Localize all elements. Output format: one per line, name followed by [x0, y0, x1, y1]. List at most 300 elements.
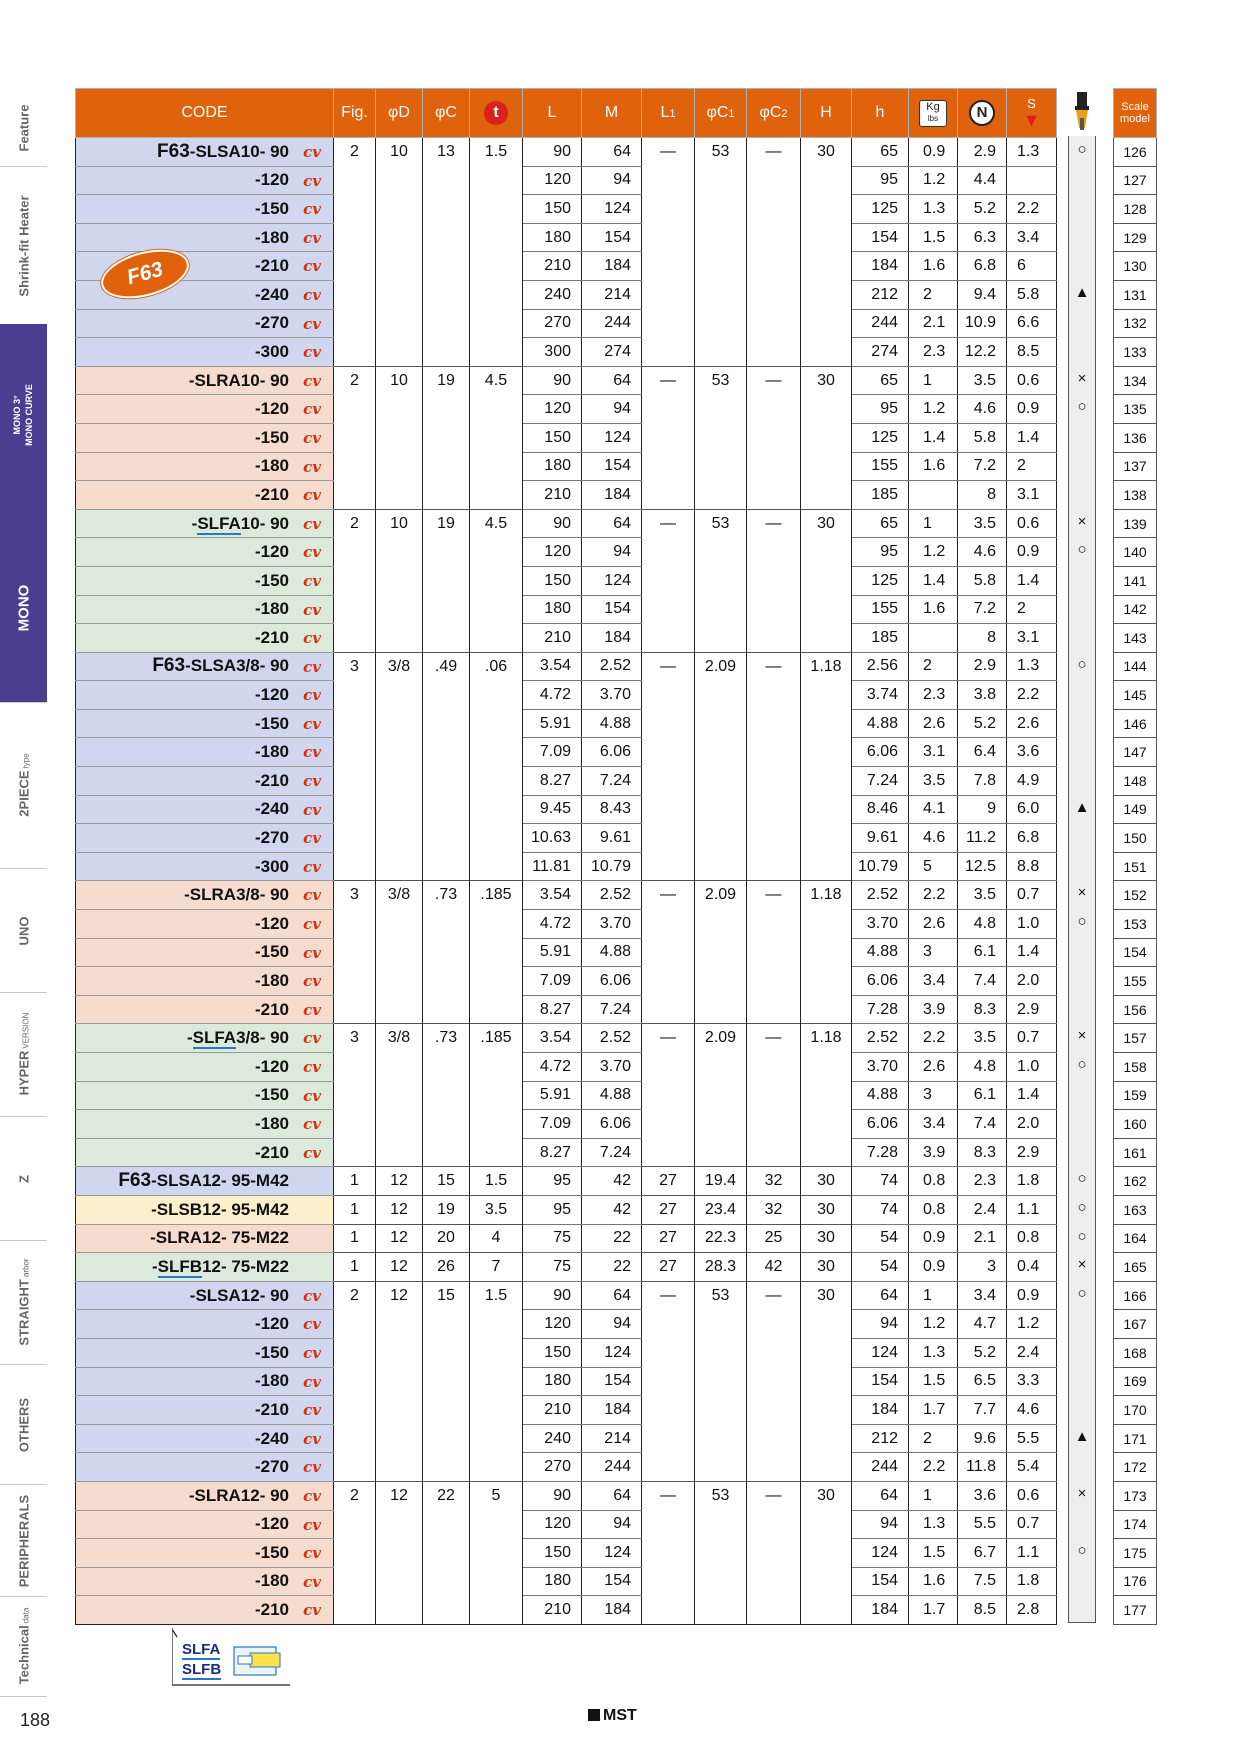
- cell-c2: —: [747, 1281, 801, 1310]
- cell-c2: [747, 1510, 801, 1539]
- cell-l1: [642, 309, 695, 338]
- table-row: [76, 423, 1057, 452]
- usage-symbol: ▲: [1068, 279, 1096, 308]
- table-row: [76, 1053, 1057, 1082]
- cell-h: 30: [801, 1481, 852, 1510]
- header-l1: L1: [642, 89, 695, 138]
- cell-c1: [695, 395, 747, 424]
- cell-l: 4.72: [523, 1053, 582, 1082]
- cell-c1: 2.09: [695, 881, 747, 910]
- code-cell: -270 cv: [76, 1453, 334, 1482]
- cell-c1: [695, 223, 747, 252]
- cell-c2: [747, 1338, 801, 1367]
- cv-mark: cv: [303, 1401, 321, 1420]
- table-row: [76, 566, 1057, 595]
- cv-mark: cv: [303, 1143, 321, 1162]
- cell-h: 9.61: [852, 824, 909, 853]
- cell-l: 8.27: [523, 1138, 582, 1167]
- usage-symbol: [1068, 165, 1096, 194]
- cell-d: [376, 595, 423, 624]
- cell-n: 9.4: [958, 280, 1007, 309]
- cell-fig: [334, 1367, 376, 1396]
- cell-l: 4.72: [523, 910, 582, 939]
- cell-l1: [642, 538, 695, 567]
- cell-d: [376, 681, 423, 710]
- cell-c: [423, 1338, 470, 1367]
- code-cell: -300 cv: [76, 852, 334, 881]
- cell-m: 64: [582, 509, 642, 538]
- cell-s: 1.3: [1007, 652, 1057, 681]
- cell-c: .73: [423, 881, 470, 910]
- cell-l: 90: [523, 366, 582, 395]
- cell-fig: [334, 1596, 376, 1625]
- cell-fig: [334, 481, 376, 510]
- scale-model-cell: 129: [1114, 223, 1157, 252]
- usage-symbol: [1068, 679, 1096, 708]
- sidebar-tab-extra: MONO CURVE: [24, 383, 34, 446]
- usage-symbol: ×: [1068, 365, 1096, 394]
- cell-c1: 53: [695, 1481, 747, 1510]
- cv-mark: cv: [303, 714, 321, 733]
- cell-h: 154: [852, 223, 909, 252]
- slfa-label: SLFA: [182, 1641, 221, 1658]
- sidebar-tab[interactable]: [0, 324, 47, 703]
- cell-m: 42: [582, 1167, 642, 1196]
- cell-d: [376, 1539, 423, 1568]
- cell-h: [801, 1138, 852, 1167]
- cell-h: [801, 223, 852, 252]
- cell-s: 6: [1007, 252, 1057, 281]
- cv-mark: cv: [303, 400, 321, 419]
- sidebar-tab[interactable]: [0, 702, 47, 869]
- cell-h: 7.28: [852, 1138, 909, 1167]
- cell-h: [801, 910, 852, 939]
- cell-t: [470, 166, 523, 195]
- sidebar-tab[interactable]: [0, 1240, 47, 1365]
- cell-c: [423, 1367, 470, 1396]
- cell-d: [376, 1367, 423, 1396]
- table-row: [76, 767, 1057, 796]
- cell-h: 125: [852, 566, 909, 595]
- header-n: [958, 89, 1007, 138]
- cell-h: 154: [852, 1567, 909, 1596]
- cell-kg: 1.6: [909, 452, 958, 481]
- cell-h: 94: [852, 1310, 909, 1339]
- cell-h: 30: [801, 1253, 852, 1282]
- code-cell: -SLSB12- 95-M42: [76, 1195, 334, 1224]
- table-row: [76, 195, 1057, 224]
- sidebar-tab-label: 2PIECEtype: [16, 753, 31, 817]
- cell-c1: [695, 1424, 747, 1453]
- cell-m: 154: [582, 1367, 642, 1396]
- sidebar-tab[interactable]: [0, 88, 47, 167]
- cell-h: 4.88: [852, 938, 909, 967]
- cv-mark: cv: [303, 886, 321, 905]
- cell-c: [423, 1053, 470, 1082]
- cell-l: 10.63: [523, 824, 582, 853]
- cell-c: [423, 166, 470, 195]
- scale-model-cell: 131: [1114, 280, 1157, 309]
- cell-c: [423, 1596, 470, 1625]
- cell-d: [376, 1596, 423, 1625]
- cell-s: 0.7: [1007, 881, 1057, 910]
- cell-t: [470, 223, 523, 252]
- cell-c: [423, 852, 470, 881]
- cell-c2: [747, 910, 801, 939]
- cell-h: 3.70: [852, 910, 909, 939]
- cv-mark: cv: [303, 943, 321, 962]
- code-cell: F63-SLSA3/8- 90 cv: [76, 652, 334, 681]
- cv-mark: cv: [303, 571, 321, 590]
- spec-table: [75, 88, 1057, 1625]
- usage-symbol: [1068, 336, 1096, 365]
- sidebar-tab[interactable]: [0, 166, 47, 325]
- cell-h: [801, 681, 852, 710]
- sidebar-tab[interactable]: [0, 1116, 47, 1241]
- cell-c1: [695, 1138, 747, 1167]
- cell-h: [801, 1424, 852, 1453]
- cell-c2: [747, 1596, 801, 1625]
- usage-symbol: [1068, 451, 1096, 480]
- cell-c1: [695, 1053, 747, 1082]
- sidebar-tab[interactable]: [0, 1596, 47, 1697]
- cell-h: 2.56: [852, 652, 909, 681]
- cell-n: 8.3: [958, 1138, 1007, 1167]
- cell-d: [376, 1110, 423, 1139]
- cell-l: 150: [523, 423, 582, 452]
- cell-c: [423, 395, 470, 424]
- cell-fig: [334, 1424, 376, 1453]
- cell-l: 11.81: [523, 852, 582, 881]
- cell-c: [423, 1110, 470, 1139]
- cell-h: [801, 1539, 852, 1568]
- code-cell: -180 cv: [76, 595, 334, 624]
- usage-symbol: ○: [1068, 536, 1096, 565]
- scale-model-cell: 127: [1114, 166, 1157, 195]
- cell-fig: [334, 738, 376, 767]
- cell-n: 5.8: [958, 566, 1007, 595]
- sidebar-tab[interactable]: [0, 1484, 47, 1597]
- code-cell: F63-SLSA12- 95-M42: [76, 1167, 334, 1196]
- cell-kg: 3.4: [909, 967, 958, 996]
- scale-model-cell: 170: [1114, 1396, 1157, 1425]
- cell-m: 184: [582, 481, 642, 510]
- cell-d: [376, 1338, 423, 1367]
- usage-symbol: ▲: [1068, 1423, 1096, 1452]
- cv-mark: cv: [303, 1515, 321, 1534]
- cell-h: 3.70: [852, 1053, 909, 1082]
- cell-c1: [695, 280, 747, 309]
- cell-d: [376, 280, 423, 309]
- cell-h: [801, 1596, 852, 1625]
- cell-c: [423, 1424, 470, 1453]
- cell-d: [376, 338, 423, 367]
- cell-l1: [642, 280, 695, 309]
- cell-c: [423, 795, 470, 824]
- cell-l1: [642, 767, 695, 796]
- cell-kg: 2.2: [909, 1024, 958, 1053]
- cell-n: 4.6: [958, 538, 1007, 567]
- scale-model-cell: 162: [1114, 1167, 1157, 1196]
- scale-model-cell: 141: [1114, 566, 1157, 595]
- cell-l1: [642, 852, 695, 881]
- cell-h: [801, 1310, 852, 1339]
- usage-symbol: ×: [1068, 1480, 1096, 1509]
- cell-c1: [695, 681, 747, 710]
- cell-m: 64: [582, 1281, 642, 1310]
- cell-c: [423, 1539, 470, 1568]
- scale-model-cell: 143: [1114, 624, 1157, 653]
- cell-s: 6.0: [1007, 795, 1057, 824]
- cell-c1: [695, 910, 747, 939]
- cv-mark: cv: [303, 772, 321, 791]
- cell-h: 6.06: [852, 738, 909, 767]
- cell-d: [376, 1396, 423, 1425]
- cell-h: 155: [852, 452, 909, 481]
- cell-kg: 1.5: [909, 1539, 958, 1568]
- sidebar-tab[interactable]: [0, 992, 47, 1117]
- cell-d: [376, 824, 423, 853]
- cell-kg: 2.3: [909, 681, 958, 710]
- cell-kg: 1.2: [909, 538, 958, 567]
- cell-c: 20: [423, 1224, 470, 1253]
- cell-c2: —: [747, 652, 801, 681]
- cell-h: 30: [801, 366, 852, 395]
- cell-c2: [747, 738, 801, 767]
- cell-l1: [642, 481, 695, 510]
- usage-symbol: [1068, 222, 1096, 251]
- scale-model-cell: 128: [1114, 195, 1157, 224]
- cell-c: [423, 423, 470, 452]
- cell-t: [470, 1596, 523, 1625]
- cell-l: 150: [523, 1539, 582, 1568]
- cell-kg: 0.9: [909, 1253, 958, 1282]
- cell-c: [423, 709, 470, 738]
- cell-h: [801, 709, 852, 738]
- cell-c: [423, 681, 470, 710]
- cell-l: 210: [523, 252, 582, 281]
- cell-c: [423, 595, 470, 624]
- scale-model-cell: 171: [1114, 1424, 1157, 1453]
- cell-c: [423, 481, 470, 510]
- sidebar-tab-label: Z: [16, 1175, 31, 1183]
- cell-fig: [334, 767, 376, 796]
- cell-c2: —: [747, 366, 801, 395]
- cell-h: 185: [852, 624, 909, 653]
- spec-body: [76, 138, 1057, 1625]
- cell-l: 150: [523, 566, 582, 595]
- cell-h: [801, 309, 852, 338]
- cell-l: 90: [523, 138, 582, 167]
- sidebar-tab[interactable]: [0, 868, 47, 993]
- sidebar-tab-label: PERIPHERALS: [16, 1494, 31, 1588]
- cell-t: [470, 1396, 523, 1425]
- table-row: [76, 395, 1057, 424]
- cell-t: 4.5: [470, 509, 523, 538]
- cell-c1: [695, 852, 747, 881]
- table-row: [76, 652, 1057, 681]
- cell-h: [801, 1567, 852, 1596]
- cell-c2: [747, 309, 801, 338]
- cell-s: 0.6: [1007, 1481, 1057, 1510]
- cell-s: 5.8: [1007, 280, 1057, 309]
- holder-icon: [1068, 88, 1096, 136]
- table-row: [76, 1567, 1057, 1596]
- cell-fig: 3: [334, 1024, 376, 1053]
- header-fig: Fig.: [334, 89, 376, 138]
- scale-model-cell: 137: [1114, 452, 1157, 481]
- cell-fig: [334, 1453, 376, 1482]
- cell-n: 12.2: [958, 338, 1007, 367]
- cell-fig: [334, 1338, 376, 1367]
- cell-fig: 2: [334, 509, 376, 538]
- cell-l1: [642, 1053, 695, 1082]
- cell-kg: 1.4: [909, 566, 958, 595]
- cell-c: [423, 452, 470, 481]
- cv-mark: cv: [303, 257, 321, 276]
- scale-model-cell: 149: [1114, 795, 1157, 824]
- cell-fig: [334, 538, 376, 567]
- usage-symbol: [1068, 822, 1096, 851]
- cell-l: 270: [523, 309, 582, 338]
- cell-l1: —: [642, 881, 695, 910]
- scale-model-cell: 138: [1114, 481, 1157, 510]
- cell-d: [376, 1510, 423, 1539]
- sidebar-tab[interactable]: [0, 1364, 47, 1485]
- code-cell: -120 cv: [76, 166, 334, 195]
- cell-c2: [747, 995, 801, 1024]
- cell-c1: [695, 767, 747, 796]
- cell-c: .73: [423, 1024, 470, 1053]
- cell-fig: 1: [334, 1167, 376, 1196]
- cell-m: 7.24: [582, 767, 642, 796]
- table-row: [76, 1596, 1057, 1625]
- scale-model-cell: 158: [1114, 1053, 1157, 1082]
- cell-h: 95: [852, 538, 909, 567]
- cell-m: 64: [582, 1481, 642, 1510]
- cell-t: [470, 738, 523, 767]
- cell-d: 3/8: [376, 1024, 423, 1053]
- table-row: [76, 309, 1057, 338]
- sidebar-tab-extra: MONO 3°: [12, 395, 22, 435]
- sidebar-tab-label: Technicaldata: [16, 1607, 31, 1685]
- cv-mark: cv: [303, 343, 321, 362]
- cell-n: 2.3: [958, 1167, 1007, 1196]
- cell-c1: [695, 538, 747, 567]
- cell-m: 154: [582, 452, 642, 481]
- cell-c: [423, 1453, 470, 1482]
- cell-l: 120: [523, 1510, 582, 1539]
- cell-kg: 0.9: [909, 138, 958, 167]
- cell-c2: —: [747, 1481, 801, 1510]
- cell-d: 3/8: [376, 881, 423, 910]
- cell-m: 3.70: [582, 1053, 642, 1082]
- cell-h: [801, 595, 852, 624]
- cell-d: 12: [376, 1195, 423, 1224]
- scale-model-cell: 173: [1114, 1481, 1157, 1510]
- cell-kg: 1.5: [909, 1367, 958, 1396]
- cell-c2: [747, 395, 801, 424]
- table-row: [76, 1138, 1057, 1167]
- cell-m: 154: [582, 223, 642, 252]
- cell-h: [801, 738, 852, 767]
- cv-mark: cv: [303, 1286, 321, 1305]
- usage-symbol: [1068, 1108, 1096, 1137]
- cell-h: 64: [852, 1281, 909, 1310]
- cell-c2: [747, 709, 801, 738]
- cell-h: 7.24: [852, 767, 909, 796]
- cell-c1: [695, 1539, 747, 1568]
- header-row: [76, 89, 1057, 138]
- usage-symbol: ×: [1068, 1251, 1096, 1280]
- cell-c2: [747, 1453, 801, 1482]
- cell-d: [376, 423, 423, 452]
- cell-h: 10.79: [852, 852, 909, 881]
- table-row: [76, 852, 1057, 881]
- cell-l1: [642, 1539, 695, 1568]
- cell-kg: 2.6: [909, 709, 958, 738]
- cell-kg: 1: [909, 1481, 958, 1510]
- cell-c: [423, 1396, 470, 1425]
- cell-c2: [747, 1110, 801, 1139]
- cell-n: 3.8: [958, 681, 1007, 710]
- cell-h: 95: [852, 395, 909, 424]
- cell-kg: 1.7: [909, 1396, 958, 1425]
- cell-c1: 53: [695, 366, 747, 395]
- cell-c1: [695, 166, 747, 195]
- table-row: [76, 1424, 1057, 1453]
- cell-l1: [642, 595, 695, 624]
- cell-kg: 3.1: [909, 738, 958, 767]
- cell-n: 6.7: [958, 1539, 1007, 1568]
- cell-l: 9.45: [523, 795, 582, 824]
- cell-m: 6.06: [582, 738, 642, 767]
- cell-kg: 1.6: [909, 252, 958, 281]
- usage-symbol: [1068, 1366, 1096, 1395]
- cell-c1: [695, 967, 747, 996]
- cv-mark: cv: [303, 143, 321, 161]
- cell-h: 3.74: [852, 681, 909, 710]
- cell-s: 6.6: [1007, 309, 1057, 338]
- scale-model-cell: 152: [1114, 881, 1157, 910]
- cell-l: 95: [523, 1167, 582, 1196]
- cell-h: 154: [852, 1367, 909, 1396]
- code-cell: -270 cv: [76, 309, 334, 338]
- cell-h: [801, 624, 852, 653]
- cell-l1: 27: [642, 1167, 695, 1196]
- usage-symbol: [1068, 250, 1096, 279]
- sidebar-tab-label: HYPERVERSION: [16, 1012, 31, 1096]
- cell-t: [470, 481, 523, 510]
- cell-d: [376, 967, 423, 996]
- cv-mark: cv: [303, 657, 321, 676]
- cell-c: [423, 967, 470, 996]
- cell-l1: [642, 338, 695, 367]
- cell-c: 26: [423, 1253, 470, 1282]
- cell-n: 8.5: [958, 1596, 1007, 1625]
- cell-d: [376, 938, 423, 967]
- cell-s: 1.4: [1007, 423, 1057, 452]
- cell-c1: [695, 252, 747, 281]
- cell-kg: 1: [909, 509, 958, 538]
- cell-n: 3.4: [958, 1281, 1007, 1310]
- cell-h: 54: [852, 1253, 909, 1282]
- cell-t: [470, 852, 523, 881]
- cell-c1: 28.3: [695, 1253, 747, 1282]
- cv-mark: cv: [303, 543, 321, 562]
- cell-fig: [334, 280, 376, 309]
- cell-h: 30: [801, 1281, 852, 1310]
